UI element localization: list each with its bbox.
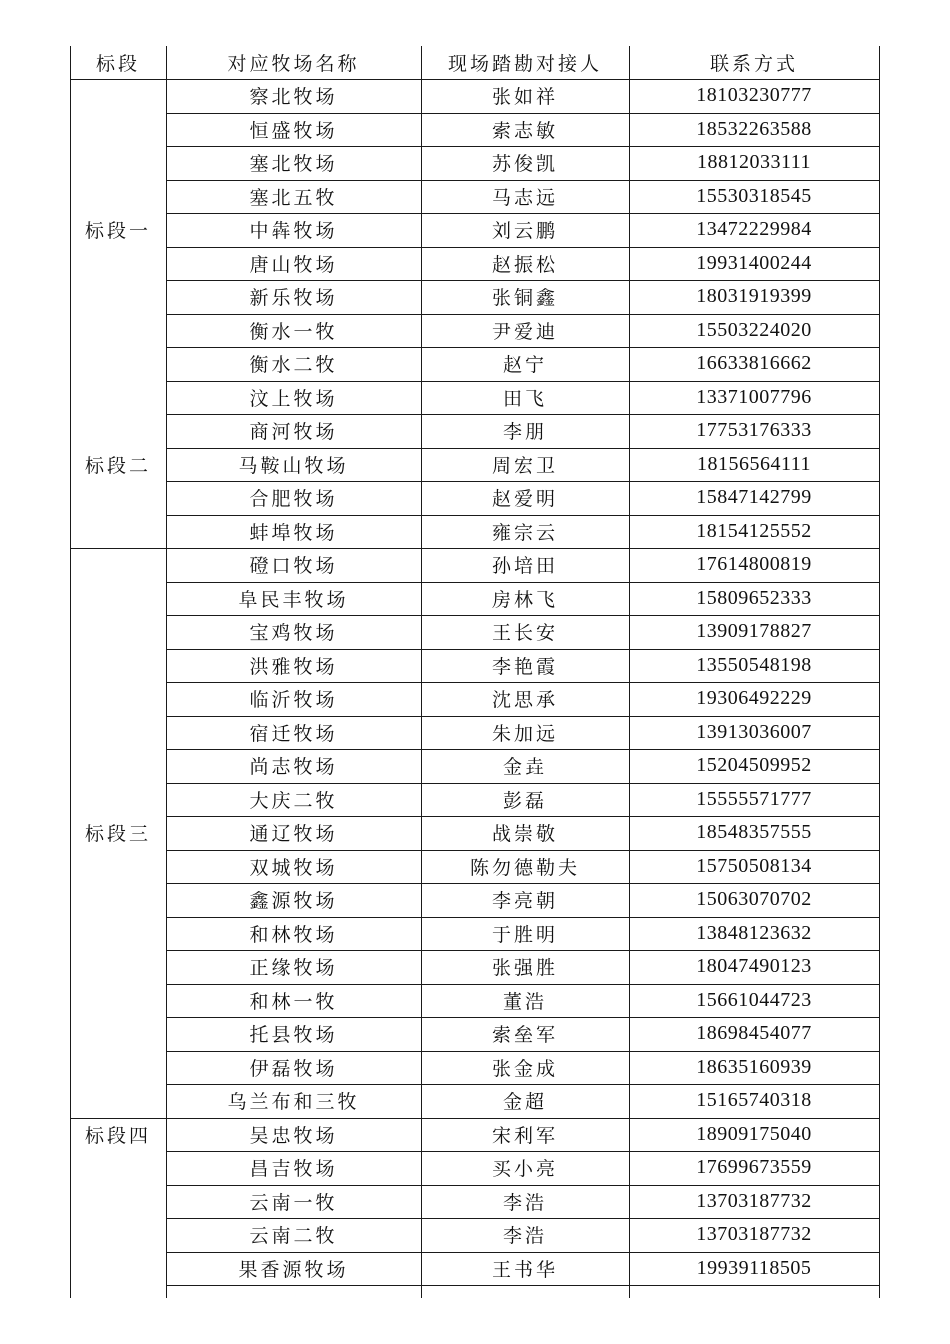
contact-name-cell: 雍宗云 [491,521,558,544]
phone-cell: 13848123632 [696,921,812,944]
farm-name-cell: 和林一牧 [249,990,338,1013]
phone-cell: 18031919399 [696,285,812,308]
section-top-border [70,1118,166,1119]
header-section: 标段 [95,53,140,75]
header-phone: 联系方式 [709,53,798,75]
contact-name-cell: 李亮朝 [491,890,558,913]
contact-name-cell: 李浩 [502,1191,547,1214]
farm-name-cell: 通辽牧场 [249,823,338,846]
farm-name-cell: 塞北牧场 [249,153,338,176]
contact-name-cell: 王长安 [491,622,558,645]
contact-name-cell: 李朋 [502,421,547,444]
phone-cell: 15204509952 [696,754,812,777]
farm-name-cell: 临沂牧场 [249,689,338,712]
farm-name-cell: 正缘牧场 [249,957,338,980]
section-label: 标段三 [84,823,151,846]
contact-name-cell: 赵宁 [502,354,547,377]
farm-name-cell: 伊磊牧场 [249,1057,338,1080]
phone-cell: 18812033111 [696,151,811,174]
farm-name-cell: 洪雅牧场 [249,655,338,678]
phone-cell: 13703187732 [696,1189,812,1212]
contact-name-cell: 于胜明 [491,923,558,946]
contact-name-cell: 买小亮 [491,1158,558,1181]
section-label: 标段四 [84,1124,151,1147]
farm-name-cell: 托县牧场 [249,1024,338,1047]
contact-name-cell: 田飞 [502,387,547,410]
row-border [166,1285,879,1286]
phone-cell: 18156564111 [696,452,811,475]
farm-name-cell: 和林牧场 [249,923,338,946]
phone-cell: 15661044723 [696,988,812,1011]
phone-cell: 15063070702 [696,888,812,911]
contact-name-cell: 彭磊 [502,789,547,812]
phone-cell: 13472229984 [696,218,812,241]
phone-cell: 15530318545 [696,184,812,207]
column-divider [421,46,422,1298]
contact-name-cell: 索垒军 [491,1024,558,1047]
contact-name-cell: 赵爱明 [491,488,558,511]
header-site-contact: 现场踏勘对接人 [447,53,602,75]
phone-cell: 15555571777 [696,787,812,810]
phone-cell: 13909178827 [696,620,812,643]
column-divider [166,46,167,1298]
contact-name-cell: 金超 [502,1091,547,1114]
phone-cell: 16633816662 [696,352,812,375]
contact-name-cell: 马志远 [491,186,558,209]
phone-cell: 13371007796 [696,385,812,408]
farm-name-cell: 衡水一牧 [249,320,338,343]
farm-name-cell: 昌吉牧场 [249,1158,338,1181]
phone-cell: 15750508134 [696,854,812,877]
contact-name-cell: 战崇敬 [491,823,558,846]
contact-name-cell: 索志敏 [491,119,558,142]
farm-name-cell: 宿迁牧场 [249,722,338,745]
phone-cell: 15809652333 [696,586,812,609]
farm-name-cell: 蚌埠牧场 [249,521,338,544]
farm-name-cell: 衡水二牧 [249,354,338,377]
contact-name-cell: 沈思承 [491,689,558,712]
phone-cell: 18635160939 [696,1055,812,1078]
phone-cell: 17614800819 [696,553,812,576]
contact-name-cell: 张强胜 [491,957,558,980]
contact-name-cell: 赵振松 [491,253,558,276]
phone-cell: 13703187732 [696,1223,812,1246]
header-farm-name: 对应牧场名称 [227,53,360,75]
section-label: 标段二 [84,454,151,477]
phone-cell: 18047490123 [696,955,812,978]
contact-name-cell: 苏俊凯 [491,153,558,176]
phone-cell: 18532263588 [696,117,812,140]
phone-cell: 19306492229 [696,687,812,710]
phone-cell: 15165740318 [696,1089,812,1112]
contact-name-cell: 李浩 [502,1225,547,1248]
farm-name-cell: 果香源牧场 [238,1258,349,1281]
farm-name-cell: 中犇牧场 [249,220,338,243]
farm-name-cell: 大庆二牧 [249,789,338,812]
contact-name-cell: 张铜鑫 [491,287,558,310]
contact-name-cell: 张如祥 [491,86,558,109]
contact-name-cell: 刘云鹏 [491,220,558,243]
contact-name-cell: 房林飞 [491,588,558,611]
contact-name-cell: 李艳霞 [491,655,558,678]
contact-name-cell: 董浩 [502,990,547,1013]
contact-name-cell: 宋利军 [491,1124,558,1147]
contact-name-cell: 朱加远 [491,722,558,745]
contact-name-cell: 金垚 [502,756,547,779]
contact-name-cell: 张金成 [491,1057,558,1080]
phone-cell: 19931400244 [696,251,812,274]
phone-cell: 15503224020 [696,318,812,341]
farm-name-cell: 尚志牧场 [249,756,338,779]
farm-name-cell: 云南二牧 [249,1225,338,1248]
farm-name-cell: 唐山牧场 [249,253,338,276]
farm-name-cell: 恒盛牧场 [249,119,338,142]
farm-name-cell: 吴忠牧场 [249,1124,338,1147]
contact-name-cell: 尹爱迪 [491,320,558,343]
column-divider [629,46,630,1298]
farm-name-cell: 塞北五牧 [249,186,338,209]
phone-cell: 18698454077 [696,1022,812,1045]
contact-name-cell: 孙培田 [491,555,558,578]
contact-name-cell: 周宏卫 [491,454,558,477]
phone-cell: 18909175040 [696,1122,812,1145]
left-border [70,46,71,1298]
contact-name-cell: 陈勿德勒夫 [469,856,580,879]
phone-cell: 13550548198 [696,653,812,676]
farm-name-cell: 商河牧场 [249,421,338,444]
phone-cell: 18154125552 [696,519,812,542]
phone-cell: 18548357555 [696,821,812,844]
phone-cell: 13913036007 [696,720,812,743]
farm-name-cell: 乌兰布和三牧 [227,1091,360,1114]
farm-name-cell: 合肥牧场 [249,488,338,511]
section-label: 标段一 [84,220,151,243]
phone-cell: 17699673559 [696,1156,812,1179]
farm-name-cell: 阜民丰牧场 [238,588,349,611]
farm-name-cell: 马鞍山牧场 [238,454,349,477]
farm-name-cell: 鑫源牧场 [249,890,338,913]
right-border [879,46,880,1298]
phone-cell: 19939118505 [696,1256,812,1279]
phone-cell: 18103230777 [696,84,812,107]
farm-name-cell: 察北牧场 [249,86,338,109]
farm-name-cell: 云南一牧 [249,1191,338,1214]
farm-name-cell: 双城牧场 [249,856,338,879]
contact-name-cell: 王书华 [491,1258,558,1281]
farm-name-cell: 汶上牧场 [249,387,338,410]
phone-cell: 15847142799 [696,486,812,509]
farm-name-cell: 宝鸡牧场 [249,622,338,645]
phone-cell: 17753176333 [696,419,812,442]
farm-name-cell: 新乐牧场 [249,287,338,310]
farm-name-cell: 磴口牧场 [249,555,338,578]
